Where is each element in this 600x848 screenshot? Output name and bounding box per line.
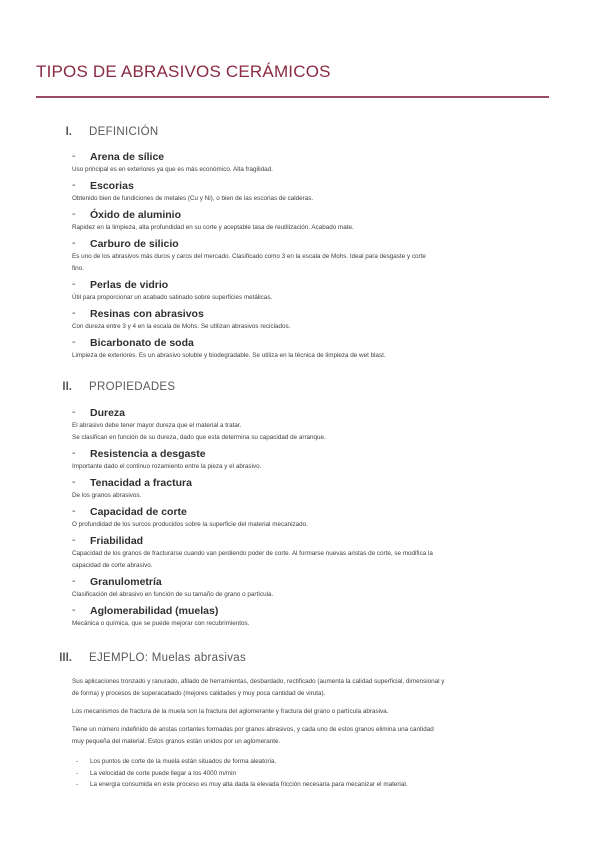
paragraph-line: de forma) y procesos de superacabado (mejores calidades y muy poca cantidad de viruta).: [72, 690, 326, 697]
item-title: Friabilidad: [90, 535, 144, 547]
item-title: Arena de sílice: [90, 151, 165, 163]
paragraph-line: Los mecanismos de fractura de la muela son la fractura del aglomerante y fractura del grano o partícula abrasiva.: [72, 708, 389, 715]
item-description: De los granos abrasivos.: [72, 492, 142, 499]
list-item: - Aglomerabilidad (muelas) Mecánica o química, que se puede mejorar con recubrimientos.: [72, 604, 550, 630]
item-title: Carburo de silicio: [90, 238, 179, 250]
item-title: Escorias: [90, 180, 134, 192]
paragraph-line: Tiene un número indefinido de aristas cortantes formadas por granos abrasivos, y cada uno de estos granos elimina una cantidad: [72, 726, 434, 733]
item-title: Perlas de vidrio: [90, 279, 169, 291]
item-description: Importante dado el continuo rozamiento entre la pieza y el abrasivo.: [72, 463, 262, 470]
section-heading-propiedades: [36, 381, 175, 393]
section-heading-definicion: [36, 126, 158, 138]
section-heading-ejemplo: [36, 652, 246, 664]
list-item: - La energía consumida en este proceso es muy alta dada la elevada fricción necesaria para mecanizar el material.: [76, 781, 408, 788]
paragraph: [72, 724, 550, 748]
item-description: Útil para proporcionar un acabado satinado sobre superficies metálicas.: [72, 294, 273, 301]
paragraph: [72, 676, 550, 700]
paragraph: [72, 706, 550, 718]
list-item: - Resistencia a desgaste Importante dado el continuo rozamiento entre la pieza y el abrasivo.: [72, 447, 550, 473]
list-item: - Dureza El abrasivo debe tener mayor dureza que el material a tratar. Se clasifican en función de su dureza, dado que esta determina su capacidad de arranque.: [72, 406, 550, 444]
page-title: TIPOS DE ABRASIVOS CERÁMICOS: [36, 62, 331, 81]
section-number: I.: [65, 126, 72, 138]
list-item: - Perlas de vidrio Útil para proporcionar un acabado satinado sobre superficies metálicas.: [72, 278, 550, 304]
item-description: Rapidez en la limpieza, alta profundidad en su corte y aceptable tasa de reutilización. Acabado mate.: [72, 224, 354, 231]
bullet-text: La energía consumida en este proceso es muy alta dada la elevada fricción necesaria para mecanizar el material.: [90, 781, 408, 788]
list-item: - Capacidad de corte O profundidad de los surcos producidos sobre la superficie del material mecanizado.: [72, 505, 550, 531]
item-title: Tenacidad a fractura: [90, 477, 192, 489]
item-description: Limpieza de exteriores. Es un abrasivo soluble y biodegradable. Se utiliza en la técnica de limpieza de wet blast.: [72, 352, 386, 359]
item-description: El abrasivo debe tener mayor dureza que el material a tratar.: [72, 422, 242, 429]
item-title: Resistencia a desgaste: [90, 448, 206, 460]
item-description: Mecánica o química, que se puede mejorar con recubrimientos.: [72, 620, 250, 627]
section-title: PROPIEDADES: [89, 381, 176, 393]
item-title: Dureza: [90, 407, 126, 419]
item-title: Capacidad de corte: [90, 506, 187, 518]
item-title: Óxido de aluminio: [90, 209, 182, 221]
item-description: Uso principal es en exteriores ya que es más económico. Alta fragilidad.: [72, 166, 273, 173]
paragraph-line: Sus aplicaciones tronzado y ranurado, afilado de herramientas, desbardado, rectificado (aumenta la calidad superficial, dimensional y: [72, 678, 445, 685]
item-description: Es uno de los abrasivos más duros y caros del mercado. Clasificado como 3 en la escala de Mohs. Ideal para desgaste y corte: [72, 253, 426, 260]
item-description: Capacidad de los granos de fracturarse cuando van perdiendo poder de corte. Al formarse nuevas aristas de corte, se modifica la: [72, 550, 433, 557]
list-item: - Friabilidad Capacidad de los granos de fracturarse cuando van perdiendo poder de corte. Al formarse nuevas aristas de corte, se modifica la capacidad de corte abrasivo.: [72, 534, 550, 572]
list-item: - Resinas con abrasivos Con dureza entre 3 y 4 en la escala de Mohs. Se utilizan abrasivos reciclados.: [72, 307, 550, 333]
item-description: capacidad de corte abrasivo.: [72, 562, 153, 569]
section-title: EJEMPLO: Muelas abrasivas: [89, 652, 247, 664]
item-title: Granulometría: [90, 576, 162, 588]
section-number: II.: [62, 381, 72, 393]
list-item: - Arena de sílice Uso principal es en exteriores ya que es más económico. Alta fragilidad.: [72, 150, 550, 176]
item-title: Aglomerabilidad (muelas): [90, 605, 219, 617]
section-title: DEFINICIÓN: [89, 126, 159, 138]
bullet-text: Los puntos de corte de la muela están situados de forma aleatoria.: [90, 758, 277, 765]
list-item: - Los puntos de corte de la muela están situados de forma aleatoria.: [76, 758, 277, 765]
list-item: - Óxido de aluminio Rapidez en la limpieza, alta profundidad en su corte y aceptable tasa de reutilización. Acabado mate.: [72, 208, 550, 234]
item-description: Con dureza entre 3 y 4 en la escala de Mohs. Se utilizan abrasivos reciclados.: [72, 323, 291, 330]
item-title: Bicarbonato de soda: [90, 337, 194, 349]
item-description: O profundidad de los surcos producidos sobre la superficie del material mecanizado.: [72, 521, 308, 528]
item-description: Obtenido bien de fundiciones de metales (Cu y Ni), o bien de las escorias de calderas.: [72, 195, 314, 202]
definicion-list: [72, 150, 550, 365]
list-item: - Bicarbonato de soda Limpieza de exteriores. Es un abrasivo soluble y biodegradable. Se utiliza en la técnica de limpieza de wet blast.: [72, 336, 550, 362]
list-item: - Escorias Obtenido bien de fundiciones de metales (Cu y Ni), o bien de las escorias de calderas.: [72, 179, 550, 205]
item-description: Clasificación del abrasivo en función de su tamaño de grano o partícula.: [72, 591, 274, 598]
propiedades-list: [72, 406, 550, 633]
title-divider: [36, 96, 549, 98]
list-item: - La velocidad de corte puede llegar a los 4000 m/min: [76, 769, 236, 777]
item-description: fino.: [72, 265, 84, 272]
paragraph-line: muy pequeña del material. Estos granos están unidos por un aglomerante.: [72, 738, 281, 745]
section-number: III.: [59, 652, 72, 664]
list-item: - Carburo de silicio Es uno de los abrasivos más duros y caros del mercado. Clasificado como 3 en la escala de Mohs. Ideal para desgaste y corte fino.: [72, 237, 550, 275]
list-item: - Granulometría Clasificación del abrasivo en función de su tamaño de grano o partícula.: [72, 575, 550, 601]
bullet-list: [72, 756, 550, 791]
list-item: - Tenacidad a fractura De los granos abrasivos.: [72, 476, 550, 502]
item-description: Se clasifican en función de su dureza, dado que esta determina su capacidad de arranque.: [72, 434, 326, 441]
item-title: Resinas con abrasivos: [90, 308, 204, 320]
bullet-text: La velocidad de corte puede llegar a los 4000 m/min: [90, 769, 236, 777]
